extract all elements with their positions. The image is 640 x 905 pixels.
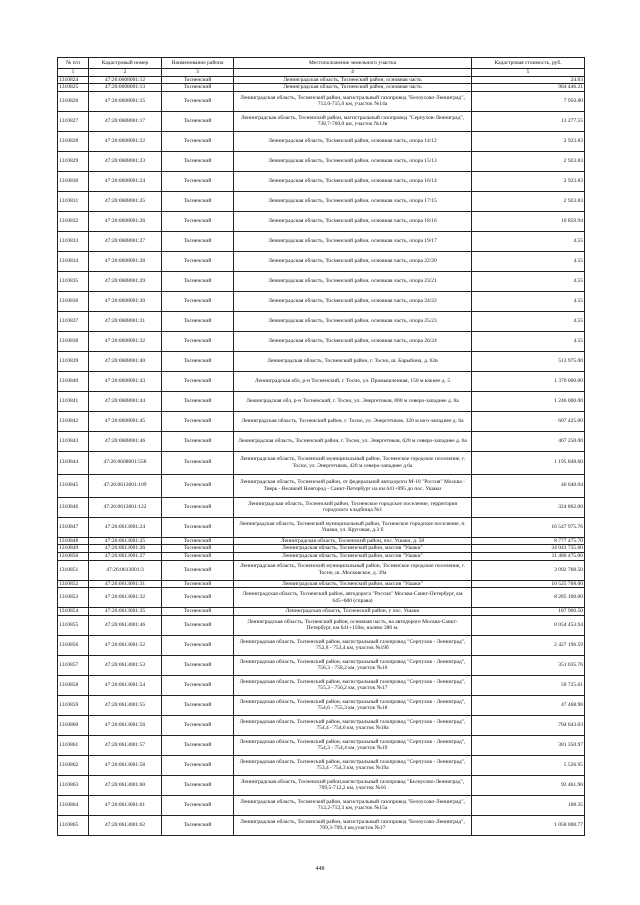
row-number-cell: 1310859 [58,695,89,715]
column-number: 5 [472,69,585,77]
row-number-cell: 1310834 [58,251,89,271]
column-number: 4 [234,69,472,77]
cadastral-value-cell: 324 862.00 [472,497,585,517]
location-cell: Ленинградская область, Тосненский район, основная часть, опора 16/14 [234,171,472,191]
cadastral-number-cell: 47:26:0613001:55 [89,695,162,715]
row-number-cell: 1310853 [58,588,89,608]
table-row [58,815,585,835]
cadastral-number-cell: 47:26:0613001:62 [89,815,162,835]
row-number-cell: 1310841 [58,391,89,411]
location-cell: Ленинградская область, Тосненский район, магистральный газопровод "Серпухов - Ленинград", 754,6 - 755,3 км, участок №18 [234,695,472,715]
location-cell: Ленинградская область, Тосненский район, магистральный газопровод "Белоусово-Ленинград", 712,0-715,0 км, участок №14а [234,91,472,111]
table-row [58,311,585,331]
cadastral-value-cell: 8 777 475.70 [472,537,585,545]
district-cell: Тосненский [162,795,234,815]
cadastral-number-cell: 47:26:0613001:60 [89,775,162,795]
district-cell: Тосненский [162,655,234,675]
district-cell: Тосненский [162,517,234,537]
table-row [58,795,585,815]
district-cell: Тосненский [162,552,234,560]
district-cell: Тосненский [162,815,234,835]
cadastral-value-cell: 381 350.97 [472,735,585,755]
table-row [58,431,585,451]
location-cell: Ленинградская область, Тосненский район, г. Тосно, ул. Энергетиков, 320 м юго-западнее д. 6а [234,411,472,431]
row-number-cell: 1310842 [58,411,89,431]
table-row [58,211,585,231]
header-row-number: № п/п [58,58,89,69]
cadastral-number-cell: 47:26:0608001:30 [89,291,162,311]
cadastral-number-cell: 47:26:0613001:32 [89,588,162,608]
cadastral-number-cell: 47:26:0608001:25 [89,191,162,211]
cadastral-number-cell: 47:26:0613001:25 [89,537,162,545]
table-row [58,715,585,735]
cadastral-value-cell: 4.55 [472,331,585,351]
location-cell: Ленинградская область, Тосненский район, пос. Ушаки, д. 58 [234,537,472,545]
cadastral-number-cell: 47:26:0613001:61 [89,795,162,815]
cadastral-number-cell: 47:26:0608001:32 [89,331,162,351]
district-cell: Тосненский [162,608,234,616]
location-cell: Ленинградская область, Тосненский муниципальный район, Тосненское городское поселение, г. Тосно, ул. Энергетиков, 420 м северо-западнее д.6а [234,451,472,474]
district-cell: Тосненский [162,755,234,775]
row-number-cell: 1310849 [58,545,89,553]
row-number-cell: 1310856 [58,635,89,655]
cadastral-value-cell: 513 975.00 [472,351,585,371]
row-number-cell: 1310860 [58,715,89,735]
cadastral-number-cell: 47:26:0613001:27 [89,552,162,560]
table-row [58,635,585,655]
row-number-cell: 1310854 [58,608,89,616]
cadastral-value-table [57,57,585,836]
table-row [58,545,585,553]
district-cell: Тосненский [162,91,234,111]
cadastral-value-cell: 2 923.83 [472,131,585,151]
row-number-cell: 1310830 [58,171,89,191]
table-row [58,84,585,92]
row-number-cell: 1310827 [58,111,89,131]
table-row [58,615,585,635]
cadastral-value-cell: 11 486 475.00 [472,552,585,560]
table-row [58,451,585,474]
page-number: 448 [315,866,325,872]
cadastral-value-cell: 47 468.98 [472,695,585,715]
district-cell: Тосненский [162,588,234,608]
cadastral-number-cell: 47:26:0608001:23 [89,151,162,171]
location-cell: Ленинградская область, Тосненский район, основная часть, опора 17/15 [234,191,472,211]
cadastral-number-cell: 47:26:0613001:24 [89,517,162,537]
column-number: 3 [162,69,234,77]
district-cell: Тосненский [162,451,234,474]
cadastral-value-cell: 46 640.04 [472,474,585,497]
cadastral-value-cell: 704 643.03 [472,715,585,735]
row-number-cell: 1310851 [58,560,89,580]
district-cell: Тосненский [162,695,234,715]
district-cell: Тосненский [162,271,234,291]
location-cell: Ленинградская область, Тосненский район, автодорога "Россия" Москва-Санкт-Петербург, км 645+600 (справа) [234,588,472,608]
cadastral-value-cell: 351 035.76 [472,655,585,675]
district-cell: Тосненский [162,291,234,311]
cadastral-number-cell: 47:26:0608001:28 [89,251,162,271]
table-row [58,755,585,775]
district-cell: Тосненский [162,76,234,84]
district-cell: Тосненский [162,474,234,497]
cadastral-value-cell: 2 427 196.59 [472,635,585,655]
location-cell: Ленинградская область, Тосненский район, магистральный газопровод "Серпухов - Ленинград", 752,8 - 753,4 км, участок №19б [234,635,472,655]
table-row [58,91,585,111]
table-row [58,517,585,537]
district-cell: Тосненский [162,411,234,431]
table-row [58,291,585,311]
table-row [58,191,585,211]
district-cell: Тосненский [162,211,234,231]
cadastral-number-cell: 47:26:0608001:44 [89,391,162,411]
location-cell: Ленинградская область, Тосненский район,магистральный газопровод "Белоусово-Ленинград", 709,5-712,2 км, участок №16 [234,775,472,795]
row-number-cell: 1310828 [58,131,89,151]
cadastral-value-cell: 1 370 600.00 [472,371,585,391]
cadastral-number-cell: 47:26:0608001:46 [89,431,162,451]
cadastral-value-cell: 4.55 [472,291,585,311]
header-cadastral-value: Кадастровая стоимость, руб. [472,58,585,69]
district-cell: Тосненский [162,111,234,131]
location-cell: Ленинградская область, Тосненский район, массив "Ушаки" [234,545,472,553]
table-row [58,552,585,560]
cadastral-number-cell: 47:26:0613001:54 [89,675,162,695]
cadastral-number-cell: 47:26:0608001:31 [89,311,162,331]
table-row [58,608,585,616]
row-number-cell: 1310855 [58,615,89,635]
location-cell: Ленинградская область, Тосненский район, магистральный газопровод "Серпухов - Ленинград", 754,3 - 754,4 км, участок №19 [234,735,472,755]
column-number: 2 [89,69,162,77]
cadastral-number-cell: 47:26:0608001:558 [89,451,162,474]
district-cell: Тосненский [162,735,234,755]
cadastral-value-cell: 2 923.83 [472,171,585,191]
cadastral-number-cell: 47:26:0608001:22 [89,131,162,151]
location-cell: Ленинградская область, Тосненский район, от федеральной автодороги М-10 "Россия" Москва - Тверь - Великий Новгород - Санкт-Петербург на км 641+895 до пос. Ушаки [234,474,472,497]
location-cell: Ленинградская область, Тосненский район, магистральный газопровод "Серпухов - Ленинград", 753,4 - 754,3 км, участок №19а [234,755,472,775]
cadastral-value-cell: 187 960.50 [472,608,585,616]
location-cell: Ленинградская область, Тосненский район, Тосненское городское поселение, территория городского кладбища №1 [234,497,472,517]
row-number-cell: 1310862 [58,755,89,775]
table-row [58,497,585,517]
cadastral-number-cell: 47:26:0613001:53 [89,655,162,675]
cadastral-number-cell: 47:26:0613001:52 [89,635,162,655]
cadastral-value-cell: 4.55 [472,311,585,331]
header-district: Наименование района [162,58,234,69]
location-cell: Ленинградская область, Тосненский район, основная часть, опора 22/20 [234,251,472,271]
cadastral-value-cell: 4.55 [472,231,585,251]
district-cell: Тосненский [162,251,234,271]
location-cell: Ленинградская обл, р-н Тосненский, г. Тосно, ул. Энергетиков, 800 м северо-западнее д. 6а [234,391,472,411]
location-cell: Ленинградская область, Тосненский район, основная часть, опора 15/13 [234,151,472,171]
row-number-cell: 1310865 [58,815,89,835]
cadastral-value-cell: 2 923.83 [472,151,585,171]
cadastral-number-cell: 47:26:0608001:13 [89,84,162,92]
district-cell: Тосненский [162,497,234,517]
cadastral-value-cell: 467 250.00 [472,431,585,451]
table-row [58,735,585,755]
cadastral-value-cell: 168.35 [472,795,585,815]
district-cell: Тосненский [162,84,234,92]
row-number-cell: 1310858 [58,675,89,695]
table-row [58,251,585,271]
cadastral-value-cell: 1 195 848.60 [472,451,585,474]
row-number-cell: 1310824 [58,76,89,84]
cadastral-number-cell: 47:26:0613001:57 [89,735,162,755]
table-body [58,76,585,835]
location-cell: Ленинградская область, Тосненский район, основная часть [234,84,472,92]
cadastral-value-cell: 8 285 100.00 [472,588,585,608]
cadastral-number-cell: 47:26:0613001:35 [89,608,162,616]
cadastral-number-cell: 47:26:0608001:12 [89,76,162,84]
cadastral-value-cell: 92 461.90 [472,775,585,795]
row-number-cell: 1310857 [58,655,89,675]
cadastral-value-cell: 7 950.80 [472,91,585,111]
cadastral-number-cell: 47:26:0613001:46 [89,615,162,635]
row-number-cell: 1310840 [58,371,89,391]
table-row [58,588,585,608]
table-row [58,111,585,131]
cadastral-value-cell: 2 923.83 [472,191,585,211]
cadastral-number-cell: 47:26:0608001:17 [89,111,162,131]
cadastral-number-cell: 47:26:0608001:15 [89,91,162,111]
district-cell: Тосненский [162,431,234,451]
row-number-cell: 1310852 [58,580,89,588]
location-cell: Ленинградская область, Тосненский район, магистральный газопровод "Серпухов-Ленинград", 738,7-760,0 км, участок №14в [234,111,472,131]
row-number-cell: 1310836 [58,291,89,311]
location-cell: Ленинградская область, Тосненский муниципальный район, Тосненское городское поселение, г. Тосно, ш. Московское, д. 39а [234,560,472,580]
cadastral-number-cell: 47:26:0608001:29 [89,271,162,291]
row-number-cell: 1310826 [58,91,89,111]
location-cell: Ленинградская область, Тосненский район, основная часть, на автодороге Москва-Санкт-Петербург, км 641+150м, налево 380 м. [234,615,472,635]
header-location: Местоположение земельного участка [234,58,472,69]
cadastral-number-cell: 47:26:0613001:122 [89,497,162,517]
district-cell: Тосненский [162,635,234,655]
column-number: 1 [58,69,89,77]
table-row [58,351,585,371]
location-cell: Ленинградская область, Тосненский район, основная часть [234,76,472,84]
cadastral-number-cell: 47:26:0608001:27 [89,231,162,251]
cadastral-number-cell: 47:26:0608001:24 [89,171,162,191]
location-cell: Ленинградская область, Тосненский район, основная часть, опора 19/17 [234,231,472,251]
table-row [58,231,585,251]
row-number-cell: 1310864 [58,795,89,815]
cadastral-value-cell: 34 041 735.60 [472,545,585,553]
location-cell: Ленинградская область, Тосненский район, магистральный газопровод "Белоусово-Ленинград", 709,3-709,4 км,участок №17 [234,815,472,835]
cadastral-value-cell: 10 525 768.00 [472,580,585,588]
cadastral-value-cell: 964 446.21 [472,84,585,92]
location-cell: Ленинградская область, Тосненский район, г. Тосно, ш. Барыбина, д. 62в [234,351,472,371]
cadastral-value-cell: 10 859.94 [472,211,585,231]
table-row [58,560,585,580]
location-cell: Ленинградская область, Тосненский район, г. Тосно, ул. Энергетиков, 620 м северо-западнее д. 6а [234,431,472,451]
table-row [58,391,585,411]
row-number-cell: 1310837 [58,311,89,331]
cadastral-number-cell: 47:26:0613001:56 [89,715,162,735]
cadastral-value-cell: 24.03 [472,76,585,84]
table-row [58,76,585,84]
district-cell: Тосненский [162,560,234,580]
cadastral-value-cell: 4.55 [472,251,585,271]
district-cell: Тосненский [162,675,234,695]
cadastral-value-cell: 607 425.00 [472,411,585,431]
cadastral-number-cell: 47:26:0608001:40 [89,351,162,371]
district-cell: Тосненский [162,715,234,735]
cadastral-value-cell: 13 277.55 [472,111,585,131]
table-row [58,371,585,391]
header-cadastral-number: Кадастровый номер [89,58,162,69]
district-cell: Тосненский [162,131,234,151]
district-cell: Тосненский [162,371,234,391]
district-cell: Тосненский [162,151,234,171]
location-cell: Ленинградская область, Тосненский район, магистральный газопровод "Серпухов - Ленинград", 756,3 - 758,2 км, участок №16 [234,655,472,675]
row-number-cell: 1310863 [58,775,89,795]
row-number-cell: 1310838 [58,331,89,351]
district-cell: Тосненский [162,191,234,211]
cadastral-number-cell: 47:26:0613001:26 [89,545,162,553]
location-cell: Ленинградская область, Тосненский район, основная часть, опора 26/24 [234,331,472,351]
table-row [58,655,585,675]
cadastral-value-cell: 1 246 000.00 [472,391,585,411]
district-cell: Тосненский [162,391,234,411]
location-cell: Ленинградская область, Тосненский район, массив "Ушаки" [234,580,472,588]
table-row [58,131,585,151]
row-number-cell: 1310831 [58,191,89,211]
district-cell: Тосненский [162,537,234,545]
cadastral-number-cell: 47:26:0613001:3 [89,560,162,580]
column-number-row [58,69,585,77]
district-cell: Тосненский [162,331,234,351]
location-cell: Ленинградская область, Тосненский район, у пос. Ушаки [234,608,472,616]
row-number-cell: 1310835 [58,271,89,291]
table-row [58,151,585,171]
district-cell: Тосненский [162,580,234,588]
location-cell: Ленинградская область, Тосненский муниципальный район, Тосненское городское поселение, п. Ушаки, ул. Круговая, д.3 б [234,517,472,537]
table-row [58,474,585,497]
cadastral-number-cell: 47:26:0613001:109 [89,474,162,497]
district-cell: Тосненский [162,231,234,251]
cadastral-value-cell: 1 058 008.77 [472,815,585,835]
row-number-cell: 1310833 [58,231,89,251]
table-row [58,675,585,695]
location-cell: Ленинградская область, Тосненский район, основная часть, опора 18/16 [234,211,472,231]
cadastral-number-cell: 47:26:0608001:43 [89,371,162,391]
table-row [58,580,585,588]
location-cell: Ленинградская область, Тосненский район, массив "Ушаки" [234,552,472,560]
cadastral-number-cell: 47:26:0613001:58 [89,755,162,775]
cadastral-value-cell: 16 547 975.76 [472,517,585,537]
row-number-cell: 1310844 [58,451,89,474]
location-cell: Ленинградская область, Тосненский район, магистральный газопровод "Серпухов - Ленинград", 754,4 - 754,6 км, участок №18а [234,715,472,735]
cadastral-number-cell: 47:26:0613001:31 [89,580,162,588]
table-row [58,411,585,431]
table-row [58,775,585,795]
cadastral-number-cell: 47:26:0608001:26 [89,211,162,231]
district-cell: Тосненский [162,351,234,371]
table-row [58,537,585,545]
table-row [58,171,585,191]
row-number-cell: 1310839 [58,351,89,371]
row-number-cell: 1310845 [58,474,89,497]
table-row [58,695,585,715]
cadastral-value-cell: 5 526.95 [472,755,585,775]
cadastral-value-cell: 3 092 768.50 [472,560,585,580]
location-cell: Ленинградская область, Тосненский район, основная часть, опора 25/23 [234,311,472,331]
district-cell: Тосненский [162,615,234,635]
location-cell: Ленинградская область, Тосненский район, основная часть, опора 14/12 [234,131,472,151]
location-cell: Ленинградская обл, р-н Тосненский, г. Тосно, ул. Промышленная, 150 м южнее д. 5 [234,371,472,391]
cadastral-value-cell: 4.55 [472,271,585,291]
row-number-cell: 1310846 [58,497,89,517]
row-number-cell: 1310848 [58,537,89,545]
row-number-cell: 1310847 [58,517,89,537]
location-cell: Ленинградская область, Тосненский район, магистральный газопровод "Серпухов - Ленинград", 755,3 - 756,2 км, участок №17 [234,675,472,695]
district-cell: Тосненский [162,311,234,331]
cadastral-value-cell: 50 725.61 [472,675,585,695]
cadastral-value-cell: 8 054 453.94 [472,615,585,635]
row-number-cell: 1310825 [58,84,89,92]
row-number-cell: 1310850 [58,552,89,560]
district-cell: Тосненский [162,545,234,553]
district-cell: Тосненский [162,775,234,795]
location-cell: Ленинградская область, Тосненский район, магистральный газопровод "Белоусово-Ленинград", 712,2-712,3 км, участок №15а [234,795,472,815]
row-number-cell: 1310861 [58,735,89,755]
table-row [58,331,585,351]
location-cell: Ленинградская область, Тосненский район, основная часть, опора 24/22 [234,291,472,311]
row-number-cell: 1310843 [58,431,89,451]
cadastral-number-cell: 47:26:0608001:45 [89,411,162,431]
location-cell: Ленинградская область, Тосненский район, основная часть, опора 23/21 [234,271,472,291]
table-row [58,271,585,291]
table-header-row [58,58,585,69]
district-cell: Тосненский [162,171,234,191]
row-number-cell: 1310829 [58,151,89,171]
row-number-cell: 1310832 [58,211,89,231]
